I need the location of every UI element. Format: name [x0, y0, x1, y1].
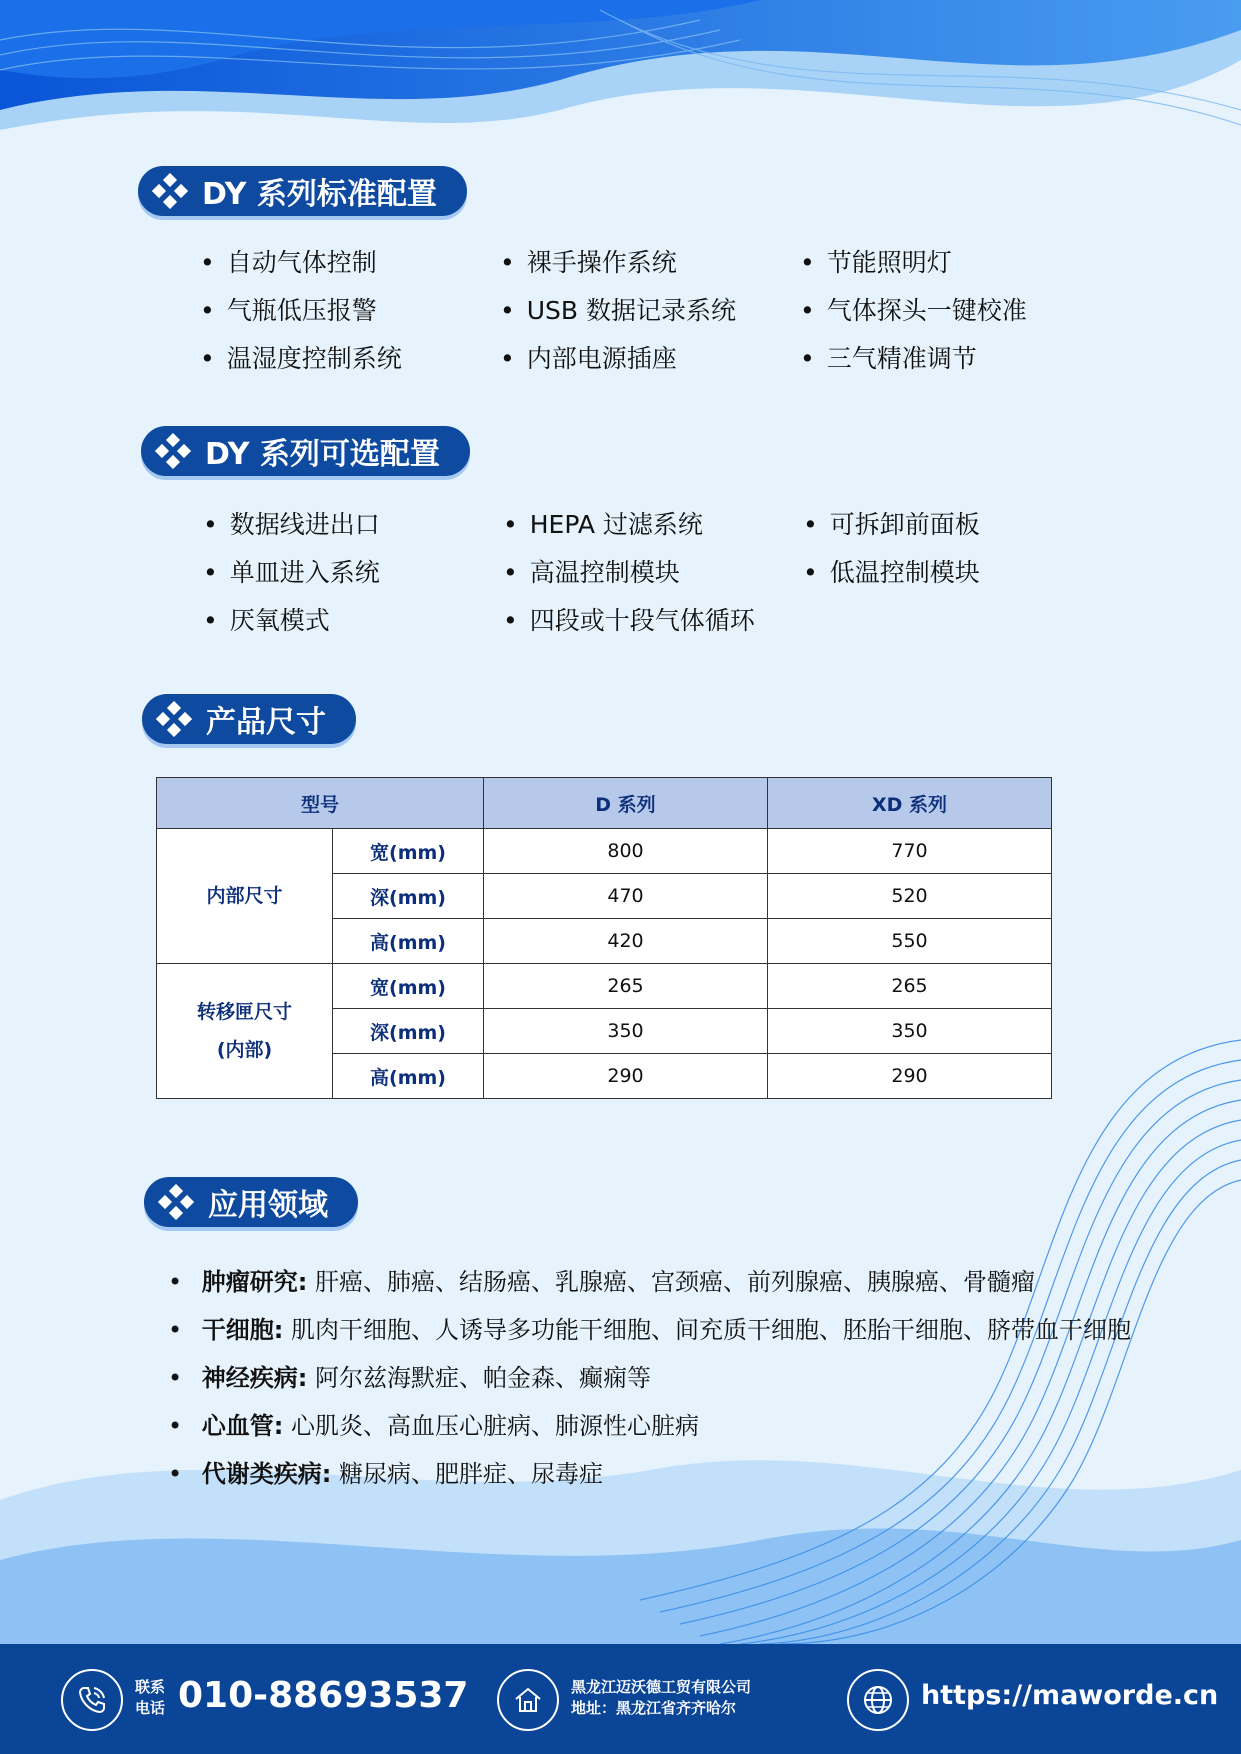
standard-config-list	[200, 247, 1100, 375]
table-cell: 265	[484, 964, 768, 1009]
table-cell: 520	[768, 874, 1052, 919]
section-title-text: 应用领域	[208, 1188, 328, 1223]
list-item: • USB 数据记录系统	[500, 295, 800, 327]
dimension-label: 深(mm)	[333, 874, 484, 919]
table-cell: 770	[768, 829, 1052, 874]
table-cell: 420	[484, 919, 768, 964]
globe-icon-circle	[847, 1669, 909, 1731]
table-row	[157, 829, 1052, 874]
list-item: • 单皿进入系统	[203, 557, 503, 589]
group-label: 内部尺寸	[157, 829, 333, 964]
contact-label-line: 电话	[135, 1699, 166, 1717]
app-text: 心肌炎、高血压心脏病、肺源性心脏病	[291, 1412, 700, 1440]
list-item: • 裸手操作系统	[500, 247, 800, 279]
section-title-text: DY 系列标准配置	[202, 177, 437, 212]
table-cell: 350	[484, 1009, 768, 1054]
applications-list	[168, 1258, 1131, 1498]
table-cell: 290	[768, 1054, 1052, 1099]
table-cell: 265	[768, 964, 1052, 1009]
section-title-text: DY 系列可选配置	[205, 437, 440, 472]
list-item: • 数据线进出口	[203, 509, 503, 541]
table-cell: 350	[768, 1009, 1052, 1054]
table-header-row	[157, 778, 1052, 829]
group-label-line: 转移匣尺寸	[196, 1001, 292, 1023]
app-label: 干细胞:	[201, 1316, 284, 1344]
footer	[0, 1644, 1241, 1754]
app-label: 肿瘤研究:	[201, 1268, 308, 1296]
home-icon-circle	[497, 1669, 559, 1731]
dimensions-table	[156, 777, 1052, 1099]
list-item: • 低温控制模块	[803, 557, 1103, 589]
app-label: 代谢类疾病:	[201, 1460, 332, 1488]
phone-icon	[76, 1684, 108, 1716]
group-label	[157, 964, 333, 1099]
company-address: 地址：黑龙江省齐齐哈尔	[571, 1699, 737, 1717]
dimension-label: 高(mm)	[333, 919, 484, 964]
company-name: 黑龙江迈沃德工贸有限公司	[571, 1678, 752, 1696]
list-item: • HEPA 过滤系统	[503, 509, 803, 541]
company-info	[571, 1677, 751, 1719]
table-cell: 470	[484, 874, 768, 919]
dimension-label: 宽(mm)	[333, 964, 484, 1009]
website-link[interactable]: https://mawordе.cn	[921, 1680, 1219, 1711]
table-cell: 290	[484, 1054, 768, 1099]
phone-icon-circle	[61, 1669, 123, 1731]
phone-number[interactable]: 010-88693537	[178, 1675, 469, 1716]
contact-label-line: 联系	[135, 1678, 166, 1696]
list-item: • 气瓶低压报警	[200, 295, 500, 327]
list-item	[168, 1258, 1131, 1306]
table-row	[157, 964, 1052, 1009]
diamond-icon	[158, 1184, 194, 1220]
table-header: XD 系列	[768, 778, 1052, 829]
dimension-label: 深(mm)	[333, 1009, 484, 1054]
diamond-icon	[155, 433, 191, 469]
app-text: 糖尿病、肥胖症、尿毒症	[339, 1460, 604, 1488]
app-label: 神经疾病:	[201, 1364, 308, 1392]
list-item: • 内部电源插座	[500, 343, 800, 375]
table-header: D 系列	[484, 778, 768, 829]
app-text: 肌肉干细胞、人诱导多功能干细胞、间充质干细胞、胚胎干细胞、脐带血干细胞	[291, 1316, 1132, 1344]
optional-config-list	[203, 509, 1103, 637]
list-item	[168, 1306, 1131, 1354]
list-item: • 温湿度控制系统	[200, 343, 500, 375]
table-cell: 800	[484, 829, 768, 874]
diamond-icon	[156, 701, 192, 737]
app-label: 心血管:	[201, 1412, 284, 1440]
optional-config-title	[141, 426, 470, 476]
group-label-line: (内部)	[216, 1039, 273, 1061]
table-cell: 550	[768, 919, 1052, 964]
dimension-label: 宽(mm)	[333, 829, 484, 874]
contact-label	[135, 1677, 165, 1719]
list-item: • 自动气体控制	[200, 247, 500, 279]
list-item	[168, 1402, 1131, 1450]
list-item: • 三气精准调节	[800, 343, 1100, 375]
diamond-icon	[152, 173, 188, 209]
list-item: • 节能照明灯	[800, 247, 1100, 279]
list-item: • 可拆卸前面板	[803, 509, 1103, 541]
list-item	[168, 1450, 1131, 1498]
dimension-label: 高(mm)	[333, 1054, 484, 1099]
app-text: 阿尔兹海默症、帕金森、癫痫等	[315, 1364, 652, 1392]
globe-icon	[861, 1683, 895, 1717]
list-item	[168, 1354, 1131, 1402]
list-item: • 高温控制模块	[503, 557, 803, 589]
list-item: • 四段或十段气体循环	[503, 605, 803, 637]
section-title-text: 产品尺寸	[206, 705, 326, 740]
standard-config-title	[138, 166, 467, 216]
table-header: 型号	[157, 778, 484, 829]
dimensions-title	[142, 694, 356, 744]
app-text: 肝癌、肺癌、结肠癌、乳腺癌、宫颈癌、前列腺癌、胰腺癌、骨髓瘤	[315, 1268, 1036, 1296]
list-item: • 气体探头一键校准	[800, 295, 1100, 327]
home-icon	[512, 1684, 544, 1716]
list-item: • 厌氧模式	[203, 605, 503, 637]
applications-title	[144, 1177, 358, 1227]
